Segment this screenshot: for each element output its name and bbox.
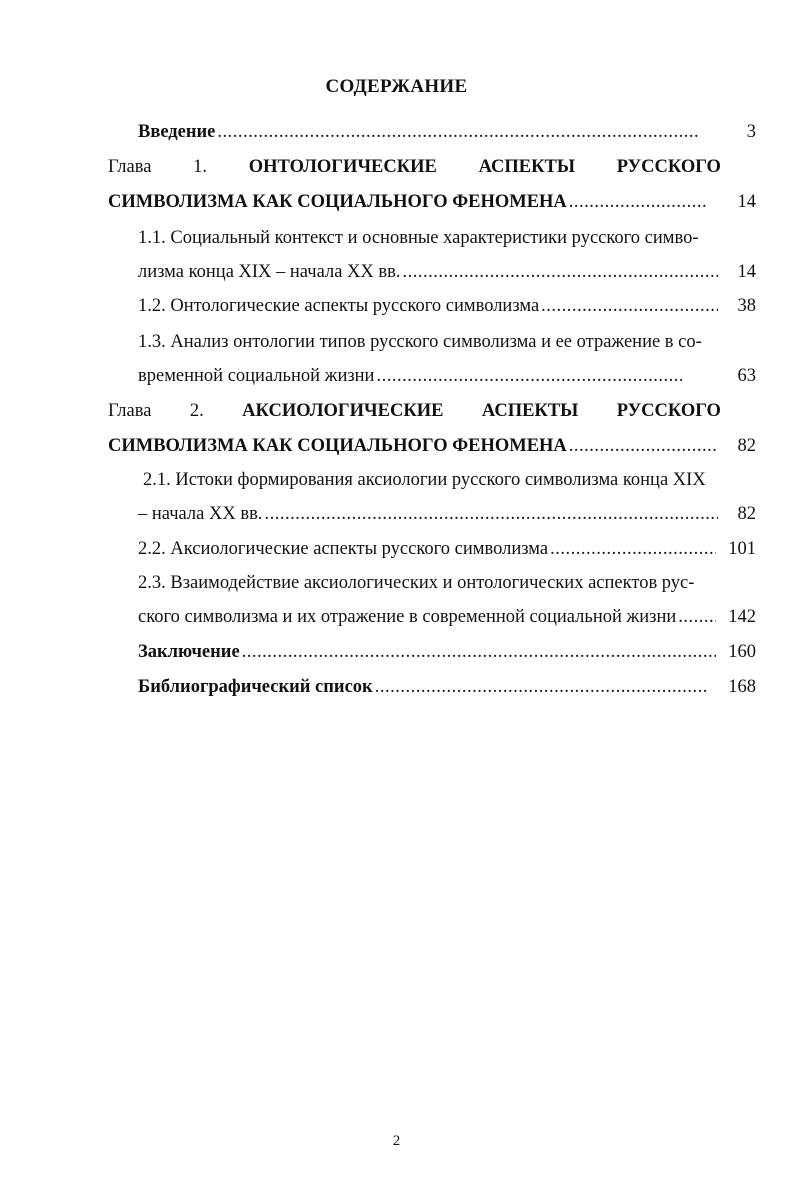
toc-chapter-2-line2[interactable] bbox=[108, 432, 720, 460]
section-title-line: – начала XX вв. bbox=[138, 504, 263, 524]
section-title-line: ского символизма и их отражение в современной социальной жизни bbox=[138, 607, 677, 627]
toc-section-2-3-line1[interactable]: 2.3. Взаимодействие аксиологических и онтологических аспектов рус- bbox=[138, 573, 695, 593]
section-title-line: 1.2. Онтологические аспекты русского символизма bbox=[138, 296, 540, 316]
toc-page-number: 101 bbox=[728, 539, 756, 559]
leader-dots bbox=[550, 535, 716, 563]
toc-entry-bibliography[interactable] bbox=[138, 673, 710, 701]
toc-page-number: 14 bbox=[737, 192, 756, 212]
toc-page-number: 168 bbox=[728, 677, 756, 697]
toc-section-2-1-line1[interactable]: 2.1. Истоки формирования аксиологии русского символизма конца XIX bbox=[143, 470, 706, 490]
toc-section-1-1-line1[interactable]: 1.1. Социальный контекст и основные характеристики русского симво- bbox=[138, 228, 699, 248]
leader-dots bbox=[242, 638, 716, 666]
toc-page-number: 82 bbox=[737, 504, 756, 524]
toc-page-number: 14 bbox=[737, 262, 756, 282]
toc-section-2-3-line2[interactable] bbox=[138, 603, 718, 631]
chapter-title-word: РУССКОГО bbox=[616, 157, 721, 177]
toc-page-number: 38 bbox=[737, 296, 756, 316]
leader-dots bbox=[375, 673, 708, 701]
chapter-title-word: АСПЕКТЫ bbox=[478, 157, 576, 177]
section-title-line: временной социальной жизни bbox=[138, 366, 375, 386]
toc-page-number: 82 bbox=[737, 436, 756, 456]
toc-page-number: 3 bbox=[746, 122, 756, 142]
chapter-title-line: СИМВОЛИЗМА КАК СОЦИАЛЬНОГО ФЕНОМЕНА bbox=[108, 192, 567, 212]
toc-chapter-2-heading[interactable] bbox=[108, 397, 721, 425]
page-number: 2 bbox=[392, 1133, 401, 1149]
toc-chapter-1-heading[interactable] bbox=[108, 153, 721, 181]
chapter-title-line: СИМВОЛИЗМА КАК СОЦИАЛЬНОГО ФЕНОМЕНА bbox=[108, 436, 567, 456]
chapter-number: 1. bbox=[193, 157, 208, 177]
toc-section-1-3-line1[interactable]: 1.3. Анализ онтологии типов русского символизма и ее отражение в со- bbox=[138, 332, 702, 352]
toc-entry-conclusion[interactable] bbox=[138, 638, 718, 666]
chapter-title-word: АСПЕКТЫ bbox=[481, 401, 579, 421]
chapter-word: Глава bbox=[108, 157, 152, 177]
leader-dots bbox=[569, 188, 708, 216]
chapter-title-word: АКСИОЛОГИЧЕСКИЕ bbox=[242, 401, 444, 421]
section-title-line: 2.2. Аксиологические аспекты русского символизма bbox=[138, 539, 549, 559]
toc-section-2-1-line2[interactable] bbox=[138, 500, 720, 528]
section-title-line: лизма конца XIX – начала XX вв. bbox=[138, 262, 401, 282]
toc-chapter-1-line2[interactable] bbox=[108, 188, 710, 216]
toc-page-number: 142 bbox=[728, 607, 756, 627]
toc-section-1-1-line2[interactable] bbox=[138, 258, 720, 286]
toc-section-1-2[interactable] bbox=[138, 292, 720, 320]
toc-page-number: 160 bbox=[728, 642, 756, 662]
toc-entry-label: Заключение bbox=[138, 642, 240, 662]
toc-section-1-3-line2[interactable] bbox=[138, 362, 684, 390]
leader-dots bbox=[217, 118, 698, 146]
leader-dots bbox=[264, 500, 718, 528]
toc-entry-label: Библиографический список bbox=[138, 677, 373, 697]
chapter-title-word: РУССКОГО bbox=[616, 401, 721, 421]
leader-dots bbox=[376, 362, 682, 390]
toc-entry-intro[interactable] bbox=[138, 118, 700, 146]
chapter-title-word: ОНТОЛОГИЧЕСКИЕ bbox=[248, 157, 437, 177]
toc-section-2-2[interactable] bbox=[138, 535, 718, 563]
leader-dots bbox=[402, 258, 718, 286]
toc-page-number: 63 bbox=[737, 366, 756, 386]
chapter-word: Глава bbox=[108, 401, 152, 421]
chapter-number: 2. bbox=[189, 401, 204, 421]
page-title: СОДЕРЖАНИЕ bbox=[325, 76, 468, 97]
toc-entry-label: Введение bbox=[138, 122, 216, 142]
leader-dots bbox=[541, 292, 718, 320]
